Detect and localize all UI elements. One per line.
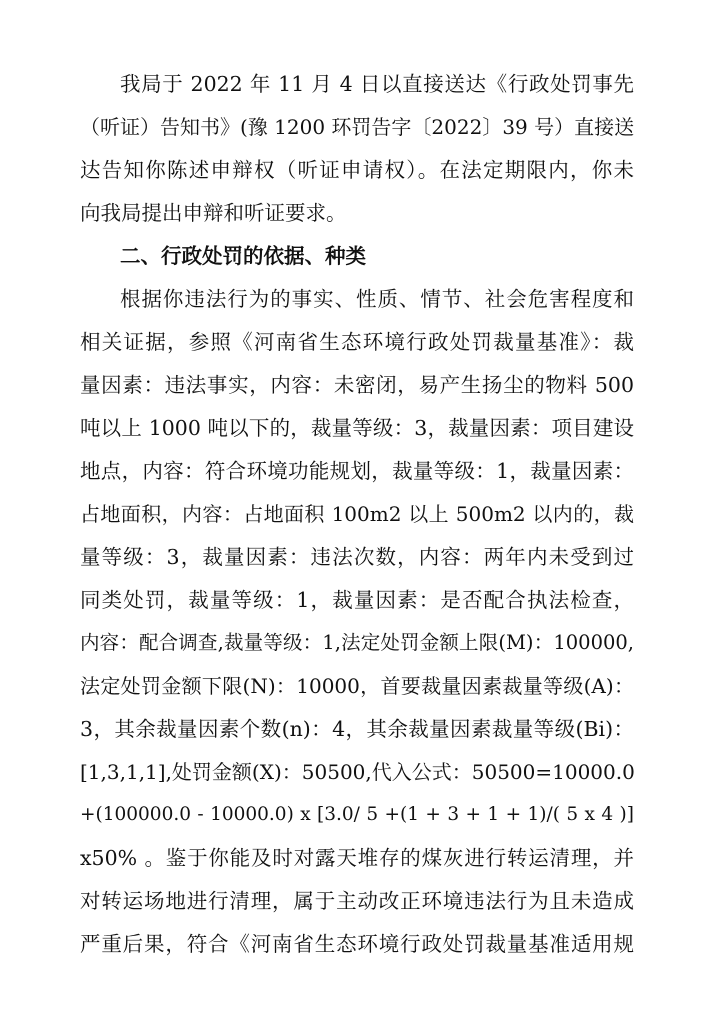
paragraph-line: 占地面积，内容：占地面积 100m2 以上 500m2 以内的，裁: [80, 502, 634, 526]
paragraph-line: 法定处罚金额下限(N)：10000，首要裁量因素裁量等级(A)：: [80, 674, 634, 698]
paragraph-line: （听证）告知书》(豫 1200 环罚告字〔2022〕39 号）直接送: [80, 115, 635, 139]
paragraph-line: 严重后果，符合《河南省生态环境行政处罚裁量基准适用规: [80, 932, 634, 956]
paragraph-line: 同类处罚，裁量等级：1，裁量因素：是否配合执法检查，: [80, 588, 634, 612]
paragraph-line: x50% 。鉴于你能及时对露天堆存的煤灰进行转运清理，并: [80, 846, 634, 870]
paragraph-line: 相关证据，参照《河南省生态环境行政处罚裁量基准》：裁: [80, 330, 634, 354]
paragraph-line: 内容：配合调查,裁量等级：1,法定处罚金额上限(M)：100000,: [80, 631, 634, 654]
paragraph-line: 对转运场地进行清理，属于主动改正环境违法行为且未造成: [80, 889, 634, 913]
paragraph-line: 达告知你陈述申辩权（听证申请权）。在法定期限内，你未: [80, 158, 634, 182]
paragraph-line: 3，其余裁量因素个数(n)：4，其余裁量因素裁量等级(Bi)：: [80, 717, 634, 741]
paragraph-line: 向我局提出申辩和听证要求。: [80, 201, 347, 225]
paragraph-line: +(100000.0 - 10000.0) x [3.0/ 5 +(1 + 3 + 1 + 1)/( 5 x 4 )]: [80, 804, 634, 825]
paragraph-line: 吨以上 1000 吨以下的，裁量等级：3，裁量因素：项目建设: [80, 416, 634, 440]
paragraph-line: 量等级：3，裁量因素：违法次数，内容：两年内未受到过: [80, 545, 634, 569]
paragraph-line: 地点，内容：符合环境功能规划，裁量等级：1，裁量因素：: [80, 459, 634, 483]
paragraph-line: 量因素：违法事实，内容：未密闭，易产生扬尘的物料 500: [80, 373, 634, 397]
paragraph-line: [1,3,1,1],处罚金额(X)：50500,代入公式：50500=10000.0: [80, 760, 635, 784]
paragraph-line: 根据你违法行为的事实、性质、情节、社会危害程度和: [120, 287, 634, 311]
section-heading: 二、行政处罚的依据、种类: [120, 244, 366, 268]
paragraph-line: 我局于 2022 年 11 月 4 日以直接送达《行政处罚事先: [120, 72, 634, 96]
